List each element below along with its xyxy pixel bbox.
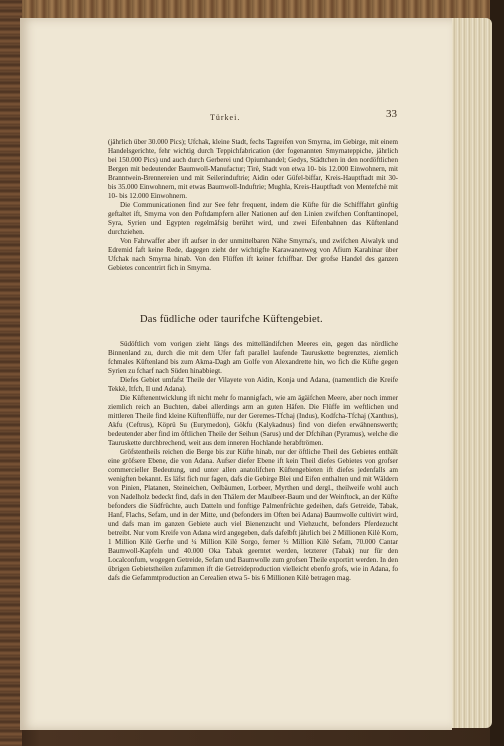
page-stack-edge <box>446 18 492 728</box>
running-head: Türkei. <box>210 113 241 122</box>
text-block-bottom <box>108 340 398 583</box>
paragraph: Die Communicationen find zur See fehr frequent, indem die Küfte für die Schifffahrt günftig geftaltet ift, Smyrna von den Poftdampfern aller Nationen auf den Linien zwifchen Conftantinopel, Syra, Syrien und Egypten regelmäfsig berührt wird, und zwei Eifenbahnen das Küftenland durchziehen. <box>108 201 398 236</box>
paragraph: Gröfstentheils reichen die Berge bis zur Küfte hinab, nur der öftliche Theil des Gebietes enthält eine gröfsere Ebene, die von Adana. Aufser diefer Ebene ift kein Theil diefes Gebietes von grofser commercieller Bedeutung, und unter allen anatolifchen Küftengebieten ift diefes jedenfalls am wenigften bekannt. Es läfst fich nur fagen, dafs die Gebirge Blei und Eifen enthalten und mit Wäldern von Pinien, Platanen, Steineichen, Oelbäumen, Lorbeer, Myrthen und dergl., theilweife wohl auch von Nadelholz bedeckt find, dafs in den Thälern der Maulbeer-Baum und der Weinftock, an der Küfte befonders die Südfrüchte, auch Datteln und fonftige Palmenfrüchte gedeihen, dafs Getreide, Tabak, Hanf, Flachs, Sefam, und in der Mitte, und (befonders im Often bei Adana) Baumwolle cultivirt wird, und dafs man im ganzen Gebiete auch viel Bienenzucht und Viehzucht, befonders Pferdezucht betreibt. Nur vom Kreife von Adana wird angegeben, dafs dafelbft jährlich bei 2 Millionen Kilè Korn, 1 Million Kilè Gerfte und ¼ Million Kilè Sorgo, ferner ½ Million Kilè Sefam, 70.000 Cantar Baumwoll-Kapfeln und 40.000 Oka Tabak geerntet werden, letzterer (Tabak) nur für den Localconfum, wogegen Getreide, Sefam und Baumwolle zum grofsen Theile exportirt werden. In den übrigen Gebietstheilen zufammen ift die Getreideproduction vielleicht ebenfo grofs, wie in Adana, fo dafs die Gefammtproduction an Cerealien etwa 5- bis 6 Millionen Kilè betragen mag. <box>108 448 398 582</box>
book-cover-right <box>490 0 504 746</box>
paragraph: (jährlich über 30.000 Pics); Ufchak, kleine Stadt, fechs Tagreifen von Smyrna, im Gebirge, mit einem Handelsgerichte, fehr wichtig durch Teppichfabrication (der fogenannten Smyrnateppiche, jährlich bei 150.000 Pics) und auch durch Gerberei und Opiumhandel; Gedys, Städtchen in den nordöftlichen Bergen mit bedeutender Baumwoll-Manufactur; Tirè, Stadt von etwa 10- bis 12.000 Einwohnern, mit Branntwein-Brennereien und mit Seilerinduftrie; Aidin oder Güfel-biffar, Kreis-Hauptftadt mit 30- bis 35.000 Einwohnern, mit etwas Baumwoll-Induftrie; Mughla, Kreis-Hauptftadt von Mentefchè mit 10- bis 12.000 Einwohnern. <box>108 138 398 200</box>
book-binding-edge <box>0 0 22 746</box>
section-title: Das füdliche oder taurifche Küftengebiet. <box>140 314 323 325</box>
text-block-top <box>108 138 398 273</box>
paragraph: Die Küftenentwicklung ift nicht mehr fo mannigfach, wie am ägäifchen Meere, aber noch immer ziemlich reich an Buchten, dabei allerdings arm an guten Häfen. Die Flüffe im weftlichen und mittleren Theile find kleine Küftenflüffe, nur der Geremes-Tfchaj (Indus), Kodfcha-Tfchaj (Xanthus), Akfu (Ceftrus), Köprü Su (Eurymedon), Gökfu (Kalykadnus) find von diefen erwähnenswerth; bedeutender aber find im öftlichen Theile der Seihun (Sarus) und der Dfchihan (Pyramus), welche die Tauruskette durchbrechend, weit aus dem inneren Hochlande herabftrömen. <box>108 394 398 447</box>
paragraph: Diefes Gebiet umfafst Theile der Vilayete von Aidin, Konja und Adana, (namentlich die Kreife Tekkè, Itfch, Il und Adana). <box>108 376 398 393</box>
paragraph: Von Fahrwaffer aber ift aufser in der unmittelbaren Nähe Smyrna's, und zwifchen Aiwalyk und Edremid faft keine Rede, dagegen zieht der wichtigfte Karawanenweg von Afium Karahinar über Ufchak nach Smyrna hinab. Von den Flüffen ift keiner fchiffbar. Der grofse Handel des ganzen Gebietes concentrirt fich in Smyrna. <box>108 237 398 272</box>
paragraph: Südöftlich vom vorigen zieht längs des mittelländifchen Meeres ein, gegen das nördliche Binnenland zu, durch die mit dem Ufer faft parallel laufende Tauruskette begrenztes, ziemlich fchmales Küftenland bis zum Akma-Dagh am Golfe von Alexandrette hin, wo fich die Küfte gegen Syrien zu fcharf nach Süden hinabbiegt. <box>108 340 398 375</box>
page-number: 33 <box>386 108 397 120</box>
book-page <box>20 18 452 730</box>
